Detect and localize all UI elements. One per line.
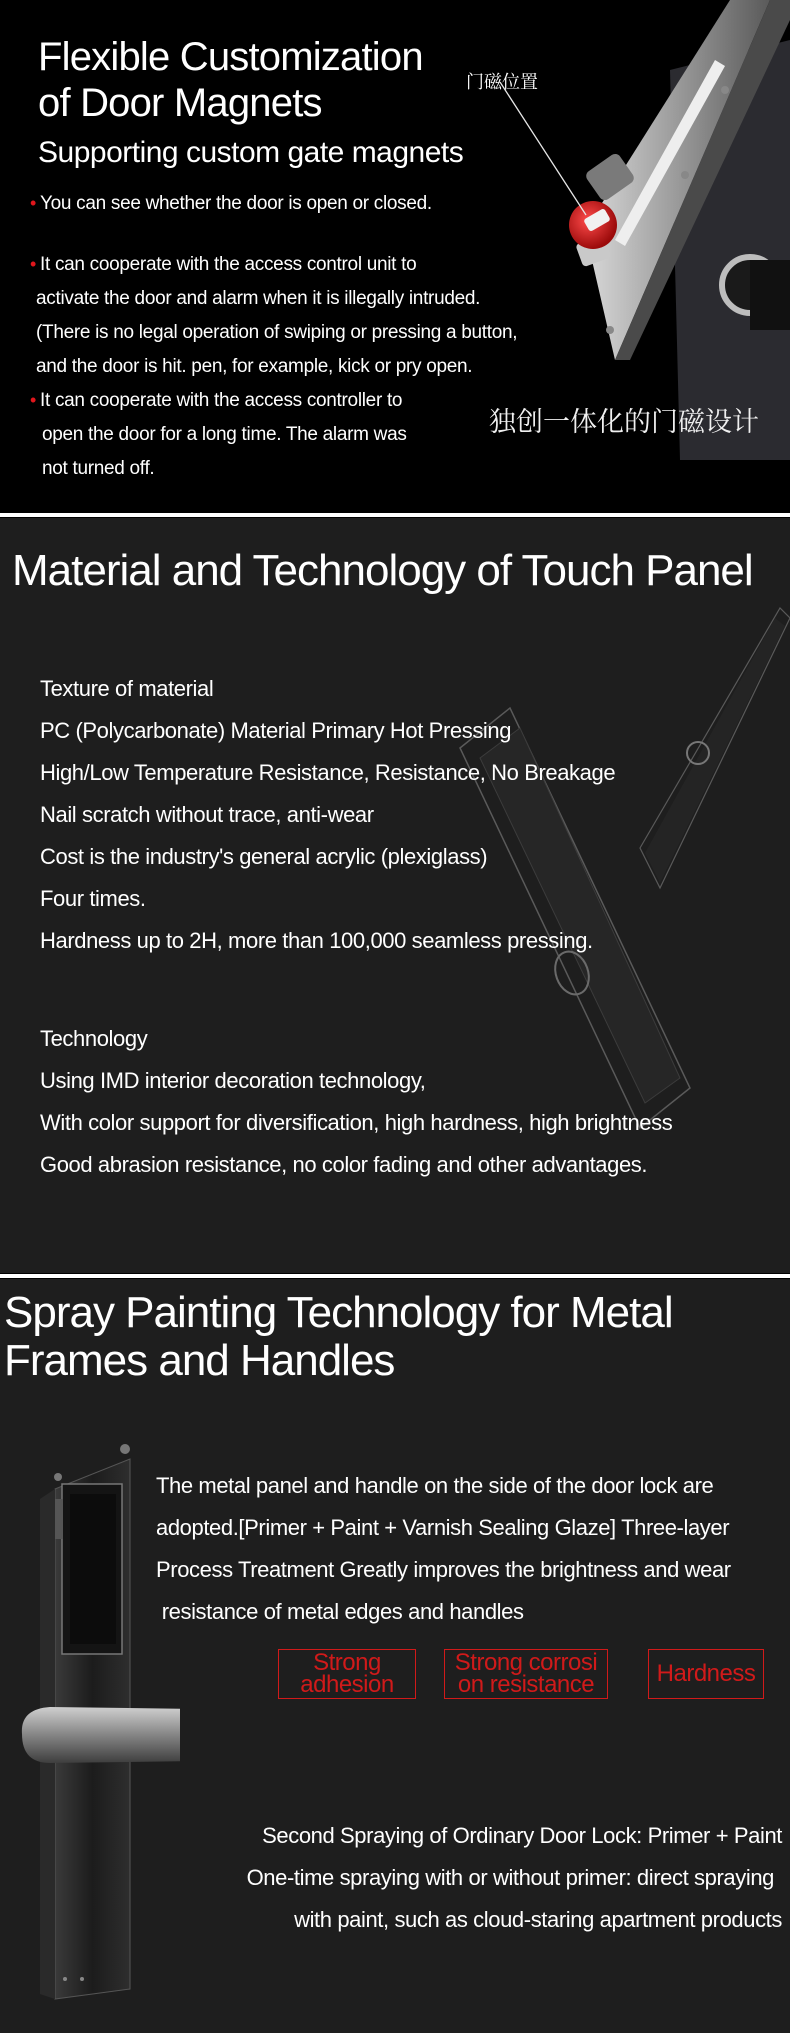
material-line: Hardness up to 2H, more than 100,000 seamless pressing. [40, 928, 593, 953]
intro-line: The metal panel and handle on the side of the door lock are [156, 1473, 714, 1498]
intro-line: resistance of metal edges and handles [156, 1599, 524, 1624]
bullet-item [30, 383, 407, 486]
spray-painting-section [0, 1279, 790, 2033]
technology-line: Technology [40, 1026, 148, 1051]
material-line: Four times. [40, 886, 146, 911]
bottom-line: Second Spraying of Ordinary Door Lock: Primer + Paint [262, 1823, 782, 1848]
material-line: Texture of material [40, 676, 214, 701]
bullet-item [30, 186, 432, 221]
touch-panel-illustration [440, 598, 790, 1158]
badge-strong-adhesion [278, 1649, 416, 1699]
door-magnet-section [0, 0, 790, 512]
technology-line: Good abrasion resistance, no color fading and other advantages. [40, 1152, 648, 1177]
material-line: Nail scratch without trace, anti-wear [40, 802, 374, 827]
bullet-dot-icon: • [30, 254, 37, 274]
bullet-text: not turned off. [42, 458, 155, 479]
intro-line: adopted.[Primer + Paint + Varnish Sealing Glaze] Three-layer [156, 1515, 730, 1540]
section-title [4, 1289, 673, 1385]
material-line: High/Low Temperature Resistance, Resistance, No Breakage [40, 760, 616, 785]
badge-text: Strong corrosi [454, 1649, 598, 1676]
integrated-design-label: 独创一体化的门磁设计 [489, 407, 759, 437]
bullet-text: You can see whether the door is open or closed. [40, 193, 432, 214]
bullet-item [30, 247, 517, 384]
section-divider [0, 1274, 790, 1278]
title-line: Spray Painting Technology for Metal [4, 1288, 673, 1337]
bullet-text: It can cooperate with the access control unit to [40, 254, 417, 275]
intro-line: Process Treatment Greatly improves the brightness and wear [156, 1557, 731, 1582]
bullet-text: activate the door and alarm when it is illegally intruded. [36, 288, 481, 309]
section-title [38, 34, 423, 126]
title-line: Flexible Customization [38, 35, 423, 79]
bottom-line: with paint, such as cloud-staring apartment products [294, 1907, 782, 1932]
technology-line: With color support for diversification, high hardness, high brightness [40, 1110, 673, 1135]
title-line: of Door Magnets [38, 81, 322, 125]
bullet-text: and the door is hit. pen, for example, kick or pry open. [36, 356, 473, 377]
section-title: Material and Technology of Touch Panel [12, 546, 753, 595]
bullet-dot-icon: • [30, 193, 37, 213]
material-line: Cost is the industry's general acrylic (plexiglass) [40, 844, 488, 869]
section-divider [0, 513, 790, 517]
material-line: PC (Polycarbonate) Material Primary Hot Pressing [40, 718, 512, 743]
badge-text: on resistance [457, 1671, 595, 1698]
bullet-text: It can cooperate with the access controller to [40, 390, 403, 411]
bullet-dot-icon: • [30, 390, 37, 410]
badge-text: adhesion [300, 1671, 394, 1698]
touch-panel-section [0, 518, 790, 1273]
technology-line: Using IMD interior decoration technology, [40, 1068, 426, 1093]
title-line: Frames and Handles [4, 1336, 395, 1385]
magnet-position-label: 门磁位置 [466, 72, 538, 92]
section-subtitle: Supporting custom gate magnets [38, 136, 464, 169]
door-lock-handle-illustration [10, 1439, 180, 2019]
badge-hardness [648, 1649, 764, 1699]
badge-text: Hardness [656, 1660, 756, 1687]
badge-text: Strong [313, 1649, 381, 1676]
bottom-line: One-time spraying with or without primer: direct spraying [246, 1865, 774, 1890]
bullet-text: (There is no legal operation of swiping or pressing a button, [36, 322, 518, 343]
badge-corrosion-resistance [444, 1649, 608, 1699]
bullet-text: open the door for a long time. The alarm was [42, 424, 407, 445]
